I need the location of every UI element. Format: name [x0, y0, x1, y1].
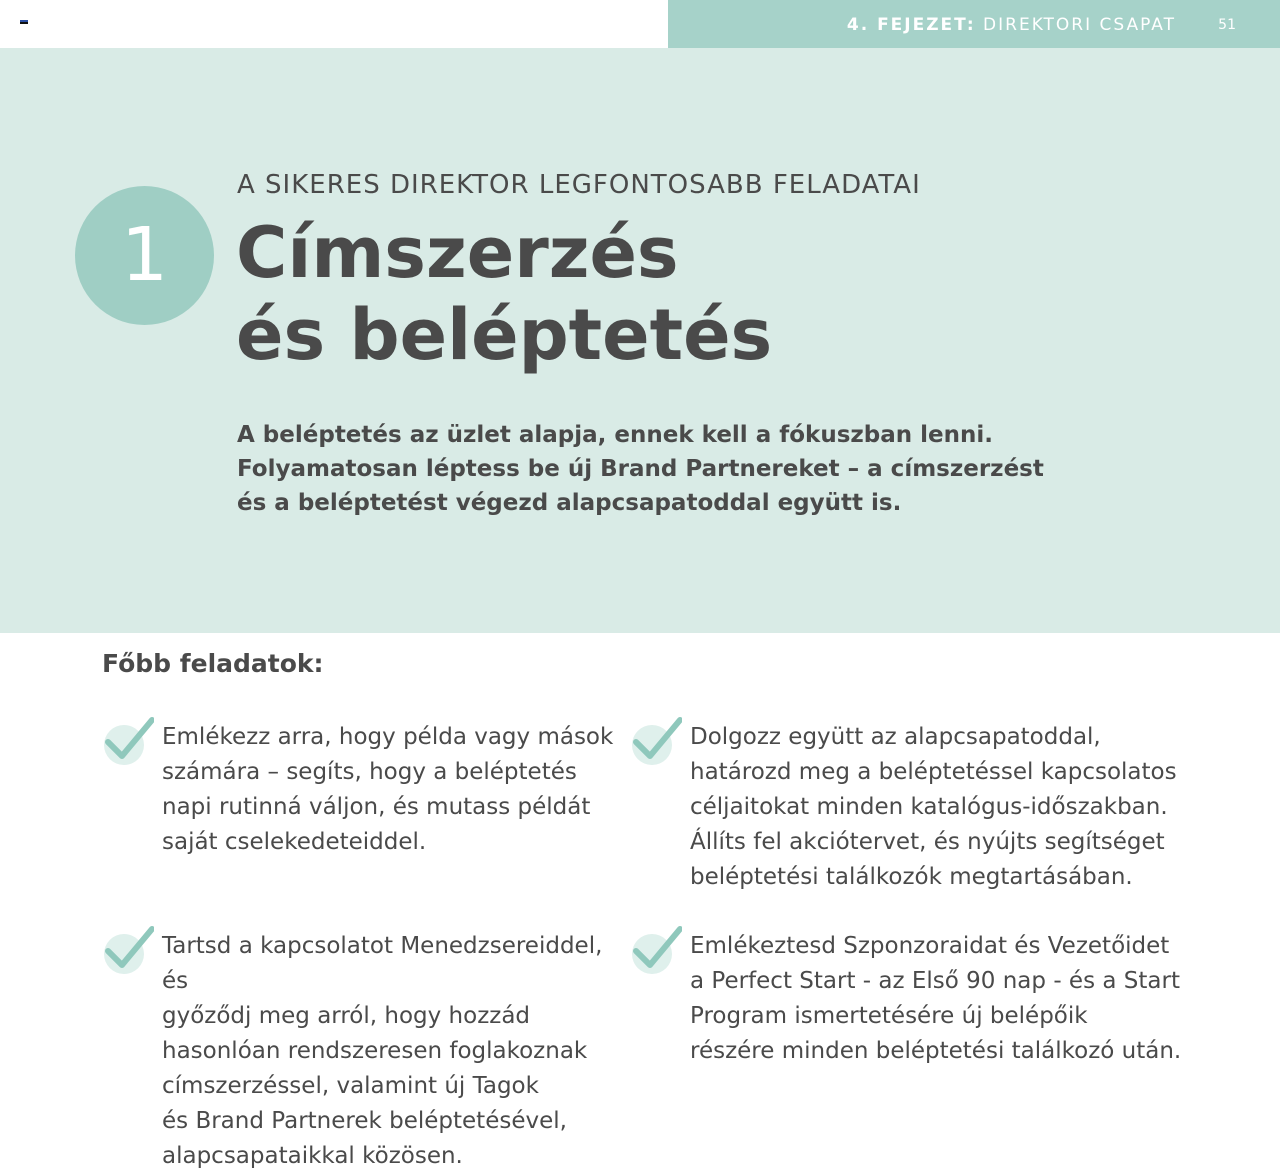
page-number: 51 — [1218, 17, 1236, 33]
task-line: Emlékeztesd Szponzoraidat és Vezetőidet — [690, 933, 1170, 959]
task-item — [690, 929, 1190, 1069]
section-kicker: A SIKERES DIREKTOR LEGFONTOSABB FELADATAI — [237, 170, 921, 200]
task-line: címszerzéssel, valamint új Tagok — [162, 1073, 539, 1099]
task-line: a Perfect Start - az Első 90 nap - és a Start — [690, 968, 1180, 994]
task-line: céljaitokat minden katalógus-időszakban. — [690, 794, 1168, 820]
task-line: határozd meg a beléptetéssel kapcsolatos — [690, 759, 1177, 785]
tasks-heading: Főbb feladatok: — [102, 649, 324, 678]
lead-paragraph — [237, 418, 1057, 520]
checkmark-icon — [102, 716, 154, 766]
chapter-title: 4. FEJEZET: DIREKTORI CSAPAT — [846, 15, 1176, 35]
lead-line-1: A beléptetés az üzlet alapja, ennek kell a fókuszban lenni. — [237, 422, 994, 448]
title-line-2: és beléptetés — [236, 294, 773, 376]
task-line: Program ismertetésére új belépőik — [690, 1003, 1088, 1029]
task-line: hasonlóan rendszeresen foglakoznak — [162, 1038, 588, 1064]
page-title — [236, 212, 772, 376]
task-line: napi rutinná váljon, és mutass példát — [162, 794, 591, 820]
task-text — [690, 929, 1190, 1069]
task-line: győződj meg arról, hogy hozzád — [162, 1003, 531, 1029]
step-number-badge: 1 — [75, 186, 214, 325]
task-text — [162, 720, 632, 860]
chapter-header-bar — [668, 0, 1280, 48]
flag-icon — [20, 20, 28, 26]
task-item — [690, 720, 1190, 895]
task-line: részére minden beléptetési találkozó után. — [690, 1038, 1182, 1064]
task-line: Dolgozz együtt az alapcsapatoddal, — [690, 724, 1101, 750]
task-line: beléptetési találkozók megtartásában. — [690, 864, 1133, 890]
task-line: saját cselekedeteiddel. — [162, 829, 427, 855]
task-line: alapcsapataikkal közösen. — [162, 1143, 463, 1169]
task-item — [162, 929, 632, 1174]
task-line: számára – segíts, hogy a beléptetés — [162, 759, 577, 785]
checkmark-icon — [630, 925, 682, 975]
task-text — [162, 929, 632, 1174]
task-line: Állíts fel akciótervet, és nyújts segítséget — [690, 829, 1165, 855]
task-line: és Brand Partnerek beléptetésével, — [162, 1108, 567, 1134]
lead-line-3: és a beléptetést végezd alapcsapatoddal együtt is. — [237, 490, 902, 516]
task-line: Emlékezz arra, hogy példa vagy mások — [162, 724, 614, 750]
title-line-1: Címszerzés — [236, 212, 679, 294]
task-item — [162, 720, 632, 860]
checkmark-icon — [102, 925, 154, 975]
checkmark-icon — [630, 716, 682, 766]
task-line: Tartsd a kapcsolatot Menedzsereiddel, és — [162, 933, 603, 994]
lead-line-2: Folyamatosan léptess be új Brand Partnereket – a címszerzést — [237, 456, 1044, 482]
task-text — [690, 720, 1190, 895]
